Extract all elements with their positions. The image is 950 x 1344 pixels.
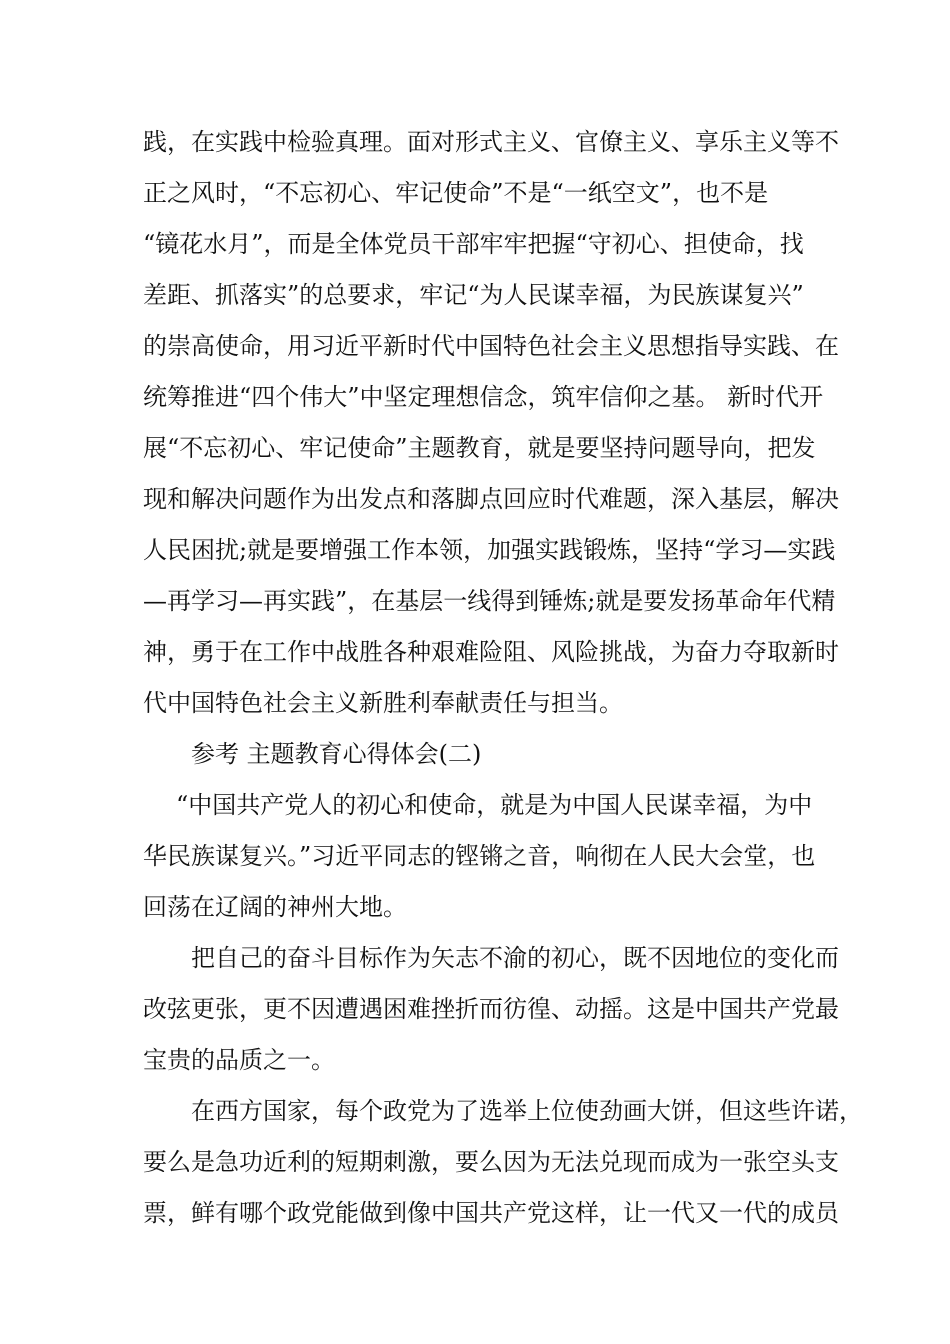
text-line: 在西方国家，每个政党为了选举上位使劲画大饼，但这些许诺， <box>191 1097 863 1125</box>
text-line: 现和解决问题作为出发点和落脚点回应时代难题，深入基层，解决 <box>143 485 839 513</box>
text-line: 的崇高使命，用习近平新时代中国特色社会主义思想指导实践、在 <box>143 332 839 360</box>
text-line: 正之风时，“不忘初心、牢记使命”不是“一纸空文”，也不是 <box>143 179 769 207</box>
text-line: 神，勇于在工作中战胜各种艰难险阻、风险挑战，为奋力夺取新时 <box>143 638 839 666</box>
text-line: “中国共产党人的初心和使命，就是为中国人民谋幸福，为中 <box>176 791 813 819</box>
text-line: —再学习—再实践”，在基层一线得到锤炼;就是要发扬革命年代精 <box>143 587 836 615</box>
text-line: 华民族谋复兴。”习近平同志的铿锵之音，响彻在人民大会堂，也 <box>143 842 816 870</box>
text-line: 践，在实践中检验真理。面对形式主义、官僚主义、享乐主义等不 <box>143 128 839 156</box>
text-line: 差距、抓落实”的总要求，牢记“为人民谋幸福，为民族谋复兴” <box>143 281 804 309</box>
text-line: 人民困扰;就是要增强工作本领，加强实践锻炼，坚持“学习—实践 <box>143 536 836 564</box>
text-line: 展“不忘初心、牢记使命”主题教育，就是要坚持问题导向，把发 <box>143 434 816 462</box>
text-line: 宝贵的品质之一。 <box>143 1046 335 1074</box>
text-line: 统筹推进“四个伟大”中坚定理想信念，筑牢信仰之基。 新时代开 <box>143 383 824 411</box>
text-line: “镜花水月”，而是全体党员干部牢牢把握“守初心、担使命，找 <box>143 230 804 258</box>
text-line: 票，鲜有哪个政党能做到像中国共产党这样，让一代又一代的成员 <box>143 1199 839 1227</box>
document-body <box>143 117 863 1239</box>
section-heading: 参考 主题教育心得体会(二) <box>191 740 482 768</box>
text-line: 把自己的奋斗目标作为矢志不渝的初心，既不因地位的变化而 <box>191 944 839 972</box>
text-line: 代中国特色社会主义新胜利奉献责任与担当。 <box>143 689 623 717</box>
text-line: 回荡在辽阔的神州大地。 <box>143 893 407 921</box>
text-line: 改弦更张，更不因遭遇困难挫折而彷徨、动摇。这是中国共产党最 <box>143 995 839 1023</box>
text-line: 要么是急功近利的短期刺激，要么因为无法兑现而成为一张空头支 <box>143 1148 839 1176</box>
